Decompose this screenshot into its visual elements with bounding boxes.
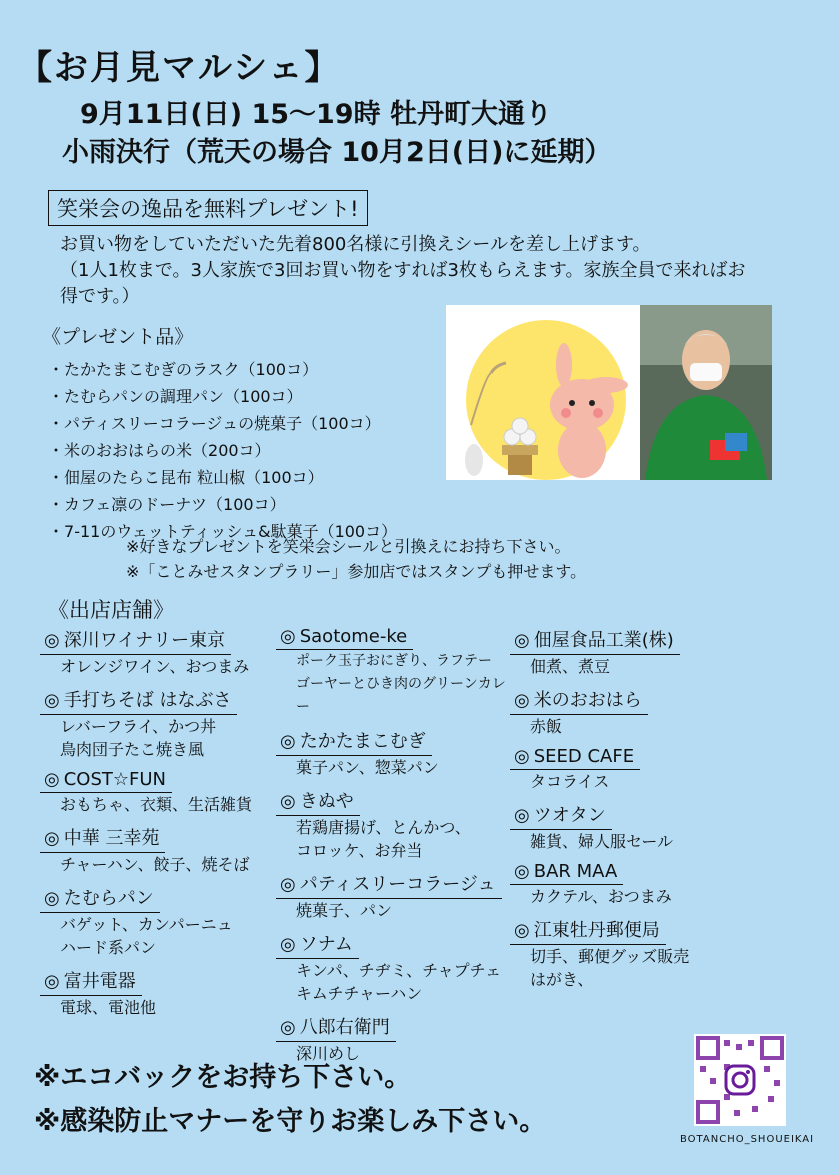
shop-entry (510, 801, 750, 853)
shop-name: ◎ Saotome-ke (276, 626, 413, 650)
shop-entry (40, 967, 290, 1019)
shop-entry (510, 626, 750, 678)
shop-entry (510, 746, 750, 793)
shop-name: ◎ パティスリーコラージュ (276, 870, 502, 899)
footer-notes (34, 1056, 546, 1144)
shops-column-2 (276, 626, 506, 1073)
shop-desc: 切手、郵便グッズ販売 はがき、 (530, 947, 690, 989)
intro-line-1: お買い物をしていただいた先着800名様に引換えシールを差し上げます。 (60, 234, 651, 255)
shop-name: ◎ 江東牡丹郵便局 (510, 916, 666, 945)
shop-entry (40, 769, 290, 816)
shop-entry (510, 916, 750, 991)
shop-name: ◎ SEED CAFE (510, 746, 640, 770)
present-item: ・ たむらパンの調理パン（100コ） (48, 383, 397, 410)
shop-desc: 電球、電池他 (60, 998, 157, 1017)
intro-line-2: （1人1枚まで。3人家族で3回お買い物をすれば3枚もらえます。家族全員で来ればお得です。） (60, 260, 746, 307)
note-exchange: ※好きなプレゼントを笑栄会シールと引換えにお持ち下さい。 (126, 537, 571, 556)
shop-name: ◎ 深川ワイナリー東京 (40, 626, 231, 655)
shop-desc: カクテル、おつまみ (530, 887, 672, 906)
shop-desc: 焼菓子、パン (296, 901, 393, 920)
qr-account-label: BOTANCHO_SHOUEIKAI (680, 1134, 815, 1145)
shop-desc: チャーハン、餃子、焼そば (60, 855, 250, 874)
shop-name: ◎ たむらパン (40, 884, 160, 913)
shop-name: ◎ きぬや (276, 787, 360, 816)
shop-name: ◎ たかたまこむぎ (276, 727, 432, 756)
present-item: ・ 佃屋のたらこ昆布 粒山椒（100コ） (48, 464, 397, 491)
shops-heading: 《出店店舗》 (48, 598, 174, 622)
shops-column-1 (40, 626, 290, 1027)
present-item: ・ 7-11のウェットティッシュ&駄菓子（100コ） (48, 518, 397, 545)
shop-desc: オレンジワイン、おつまみ (60, 657, 250, 676)
footer-infection-prevention: ※感染防止マナーを守りお楽しみ下さい。 (34, 1106, 547, 1137)
shop-desc: 深川めし (296, 1044, 361, 1063)
shop-entry (40, 824, 290, 876)
footer-eco-bag: ※エコバックをお持ち下さい。 (34, 1062, 412, 1093)
shop-name: ◎ BAR MAA (510, 861, 623, 885)
moon-rabbit-illustration (446, 305, 640, 480)
shop-name: ◎ COST☆FUN (40, 769, 172, 793)
present-notes (126, 534, 586, 584)
shop-desc: バゲット、カンパーニュ ハード系パン (60, 915, 233, 957)
shop-entry (40, 686, 290, 761)
shop-desc: 菓子パン、惣菜パン (296, 758, 439, 777)
shop-desc: 赤飯 (530, 717, 563, 736)
present-item: ・ たかたまこむぎのラスク（100コ） (48, 356, 397, 383)
shop-entry (276, 870, 506, 922)
shop-name: ◎ 八郎右衛門 (276, 1013, 396, 1042)
shop-name: ◎ ソナム (276, 930, 359, 959)
shop-name: ◎ 佃屋食品工業(株) (510, 626, 680, 655)
present-item: ・ 米のおおはらの米（200コ） (48, 437, 397, 464)
shop-entry (276, 727, 506, 779)
note-stamp-rally: ※「ことみせスタンプラリー」参加店ではスタンプも押せます。 (126, 562, 587, 581)
present-intro (60, 232, 800, 310)
shop-entry (276, 787, 506, 862)
present-item: ・ パティスリーコラージュの焼菓子（100コ） (48, 410, 397, 437)
shop-desc: キンパ、チヂミ、チャプチェ キムチチャーハン (296, 961, 502, 1003)
shop-entry (40, 626, 290, 678)
present-item: ・ カフェ凛のドーナツ（100コ） (48, 491, 397, 518)
shop-desc: タコライス (530, 772, 610, 791)
present-items-heading: 《プレゼント品》 (42, 326, 194, 348)
shop-name: ◎ 中華 三幸苑 (40, 824, 165, 853)
present-banner: 笑栄会の逸品を無料プレゼント! (48, 190, 368, 226)
shop-entry (510, 861, 750, 908)
shop-desc: ポーク玉子おにぎり、ラフテー ゴーヤーとひき肉のグリーンカレー (296, 653, 506, 715)
event-date-line: 9月11日(日) 15〜19時 牡丹町大通り (80, 99, 552, 130)
shop-name: ◎ ツオタン (510, 801, 612, 830)
shop-name: ◎ 手打ちそば はなぶさ (40, 686, 237, 715)
shop-desc: おもちゃ、衣類、生活雑貨 (60, 795, 253, 814)
shop-desc: 佃煮、煮豆 (530, 657, 611, 676)
shop-desc: 雑貨、婦人服セール (530, 832, 674, 851)
shop-desc: 若鶏唐揚げ、とんかつ、 コロッケ、お弁当 (296, 818, 471, 860)
shop-name: ◎ 富井電器 (40, 967, 142, 996)
shop-entry (276, 626, 506, 719)
flyer-title: 【お月見マルシェ】 (18, 48, 341, 88)
shop-entry (40, 884, 290, 959)
shop-name: ◎ 米のおおはら (510, 686, 648, 715)
shop-entry (510, 686, 750, 738)
instagram-qr-code[interactable] (694, 1034, 786, 1126)
shopkeeper-photo (640, 305, 772, 480)
shops-column-3 (510, 626, 750, 999)
shop-entry (276, 930, 506, 1005)
rain-policy-line: 小雨決行（荒天の場合 10月2日(日)に延期） (62, 137, 612, 168)
present-items-list (48, 356, 397, 545)
shop-desc: レバーフライ、かつ丼 鳥肉団子たこ焼き風 (60, 717, 217, 759)
